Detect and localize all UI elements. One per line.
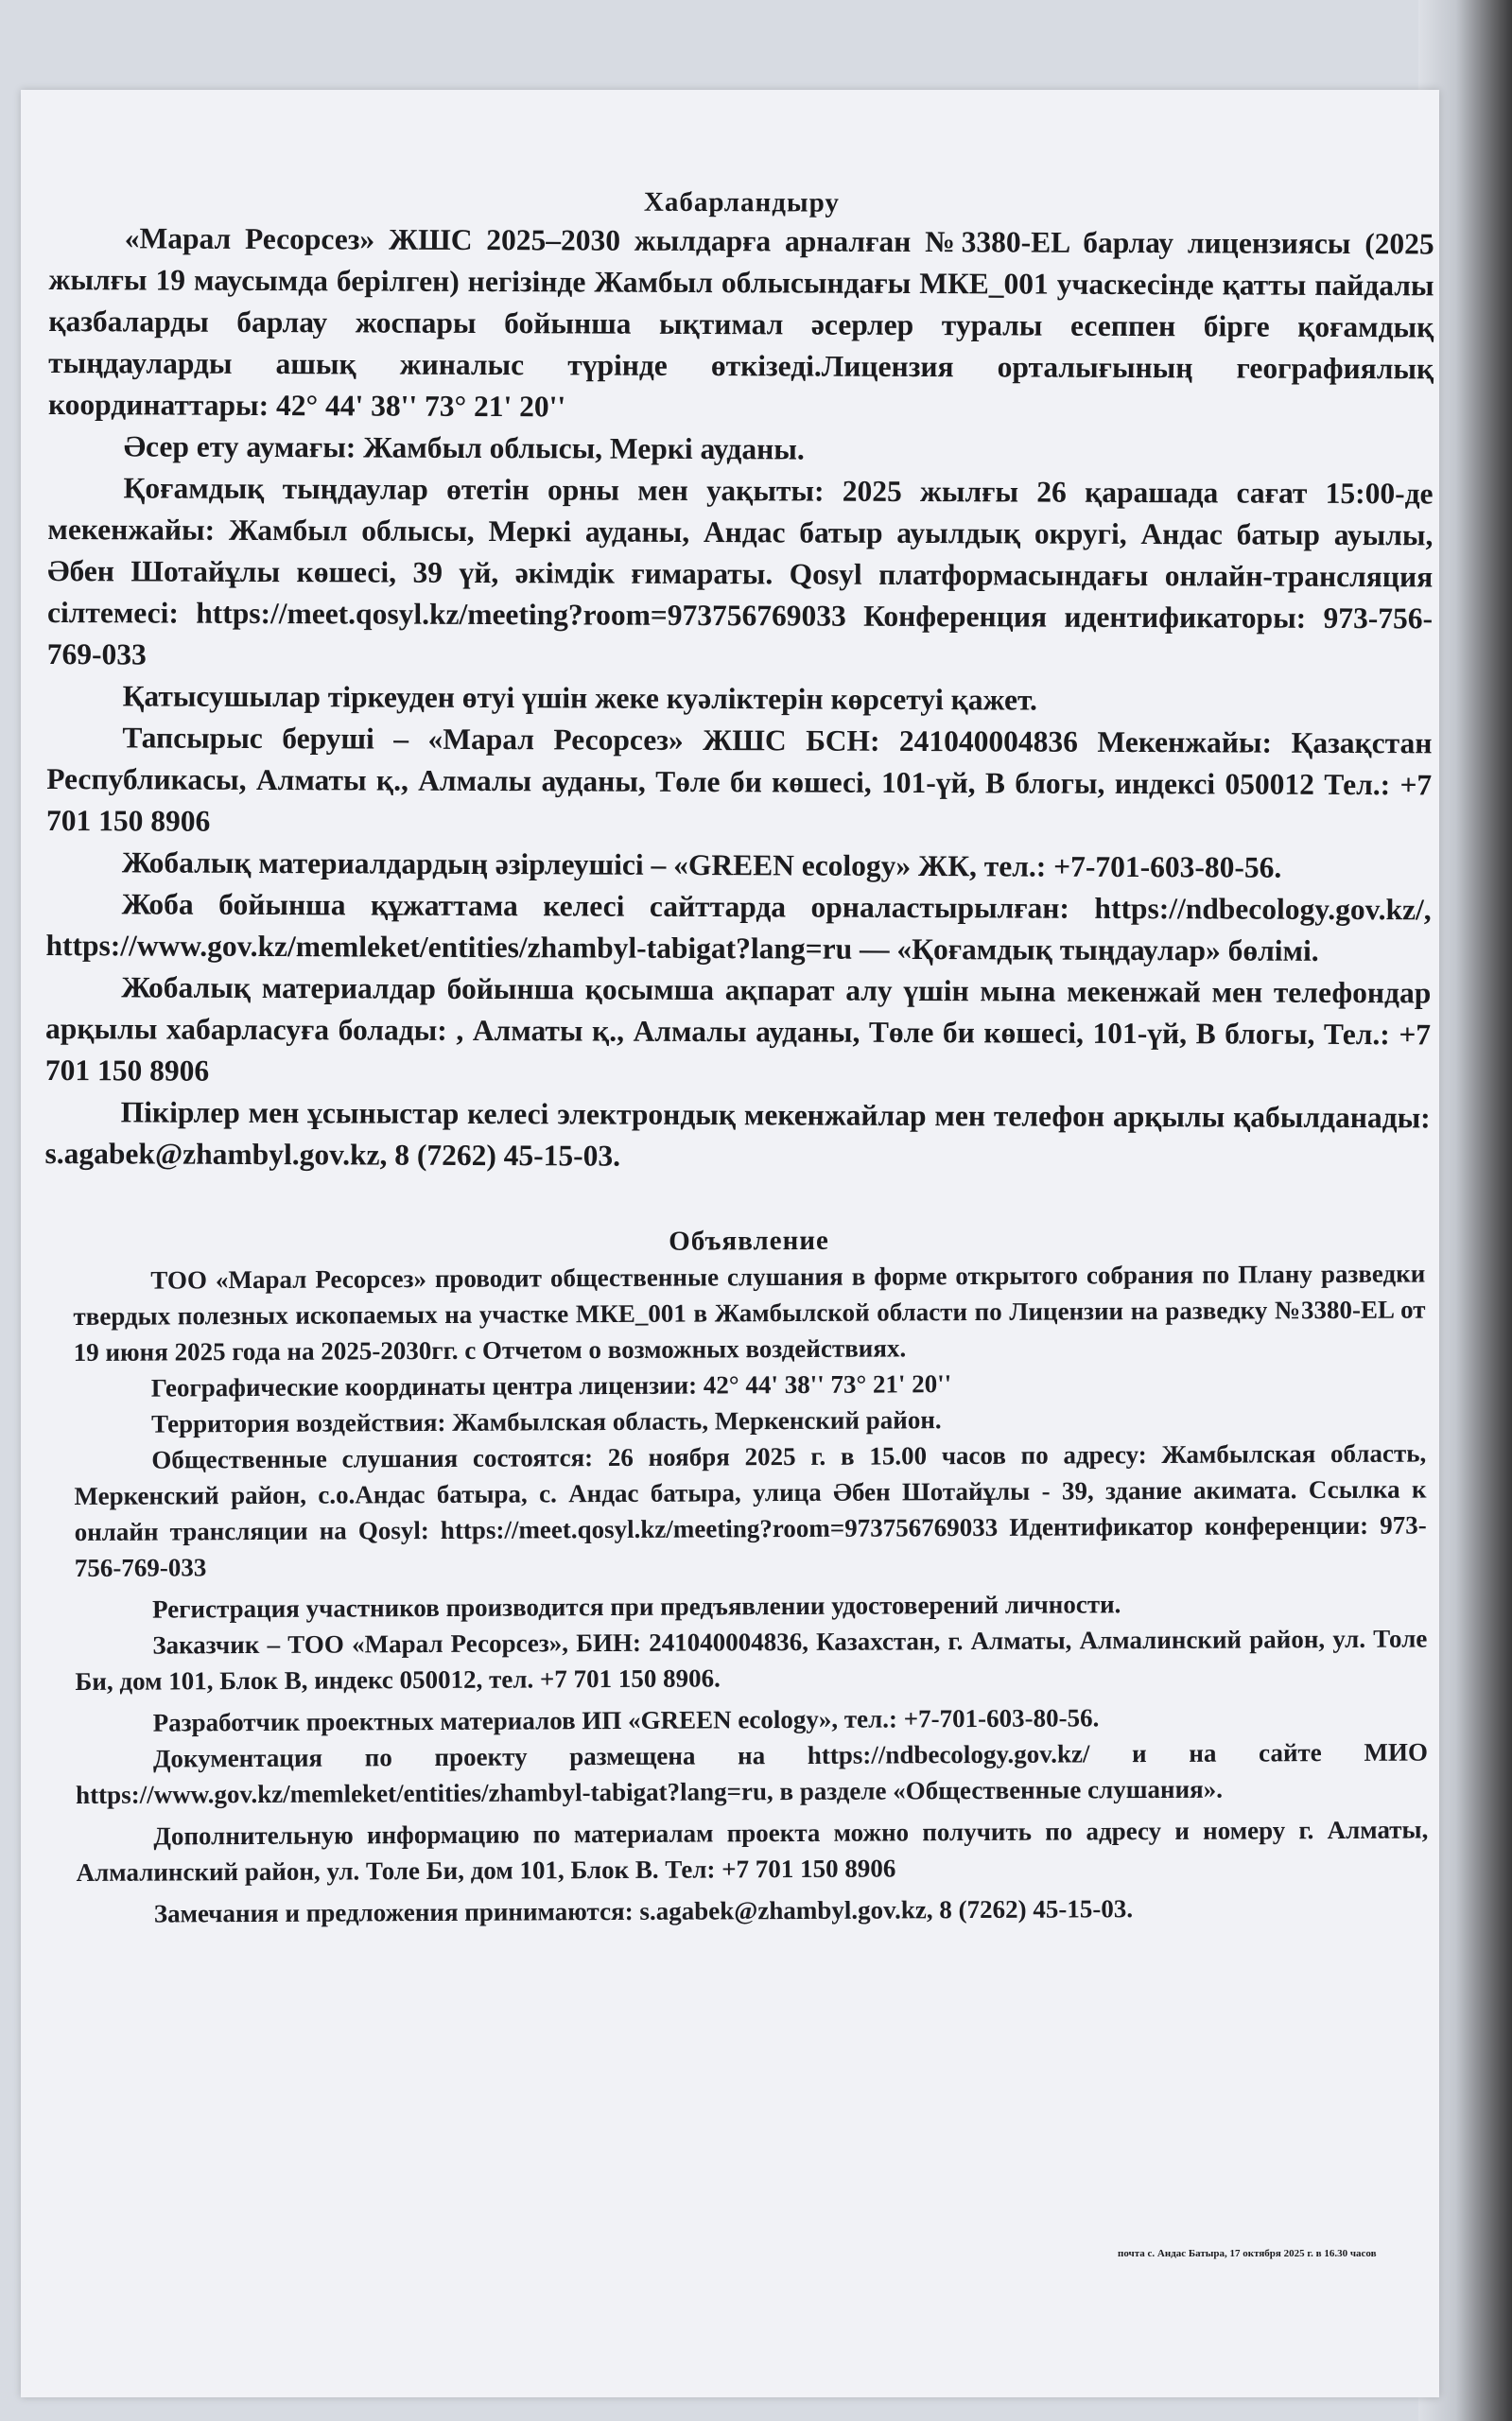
kz-paragraph-venue-time: Қоғамдық тыңдаулар өтетін орны мен уақыты: 2025 жылғы 26 қарашада сағат 15:00-де мекенжайы: Жамбыл облысы, Меркі ауданы, Андас батыр ауылдық округі, Андас батыр ауылы, Әбен Шотайұлы көшесі, 39 үй, әкімдік ғимараты. Qosyl платформасындағы онлайн-трансляция сілтемесі: https://meet.qosyl.kz/meeting?room=973756769033 Конференция идентификаторы: 973-756-769-033 — [46, 471, 1434, 671]
kz-paragraph-impact-area: Әсер ету аумағы: Жамбыл облысы, Меркі ауданы. — [123, 429, 805, 466]
kazakh-announcement — [44, 184, 1434, 1180]
ru-paragraph-additional-info: Дополнительную информацию по материалам проекта можно получить по адресу и номеру г. Алматы, Алмалинский район, ул. Толе Би, дом 101, Блок В. Тел: +7 701 150 8906 — [76, 1815, 1429, 1887]
russian-title: Объявление — [669, 1225, 829, 1257]
ru-paragraph-comments: Замечания и предложения принимаются: s.agabek@zhambyl.gov.kz, 8 (7262) 45-15-03. — [153, 1894, 1134, 1928]
ru-paragraph-customer: Заказчик – ТОО «Марал Ресорсез», БИН: 241040004836, Казахстан, г. Алматы, Алмалинский район, ул. Толе Би, дом 101, Блок В, индекс 050012, тел. +7 701 150 8906. — [75, 1624, 1428, 1696]
kz-paragraph-comments: Пікірлер мен ұсыныстар келесі электрондық мекенжайлар мен телефон арқылы қабылданады: s.agabek@zhambyl.gov.kz, 8 (7262) 45-15-03. — [44, 1095, 1431, 1173]
ru-paragraph-developer: Разработчик проектных материалов ИП «GREEN ecology», тел.: +7-701-603-80-56. — [152, 1703, 1100, 1737]
ru-paragraph-venue-time: Общественные слушания состоятся: 26 ноября 2025 г. в 15.00 часов по адресу: Жамбылская область, Меркенский район, с.о.Андас батыра, с. Андас батыра, улица Әбен Шотайұлы - 39, здание акимата. Ссылка к онлайн трансляции на Qosyl: https://meet.qosyl.kz/meeting?room=973756769033 Идентификатор конференции: 973-756-769-033 — [74, 1438, 1427, 1582]
kz-paragraph-documentation: Жоба бойынша құжаттама келесі сайттарда орналастырылған: https://ndbecology.gov.kz/, https://www.gov.kz/memleket/entities/zhambyl-tabigat?lang=ru — «Қоғамдық тыңдаулар» бөлімі. — [45, 887, 1432, 967]
notice-content — [44, 184, 1449, 1932]
kz-paragraph-developer: Жобалық материалдардың әзірлеушісі – «GREEN ecology» ЖК, тел.: +7-701-603-80-56. — [121, 845, 1282, 884]
kazakh-title: Хабарландыру — [643, 186, 840, 218]
kz-paragraph-intro: «Марал Ресорсез» ЖШС 2025–2030 жылдарға арналған №3380-EL барлау лицензиясы (2025 жылғы 19 маусымда берілген) негізінде Жамбыл облысындағы МКЕ_001 учаскесінде қатты пайдалы қазбаларды барлау жоспары бойынша ықтимал әсерлер туралы есеппен бірге қоғамдық тыңдауларды ашық жиналыс түрінде өткізеді.Лицензия орталығының географиялық координаттары: 42° 44' 38'' 73° 21' 20'' — [47, 221, 1434, 424]
kz-paragraph-additional-info: Жобалық материалдар бойынша қосымша ақпарат алу үшін мына мекенжай мен телефондар арқылы хабарласуға болады: , Алматы қ., Алмалы ауданы, Төле би көшесі, 101-үй, В блогы, Тел.: +7 701 150 8906 — [44, 970, 1432, 1088]
ru-paragraph-coordinates: Географические координаты центра лицензии: 42° 44' 38'' 73° 21' 20'' — [150, 1369, 952, 1402]
ru-paragraph-documentation: Документация по проекту размещена на https://ndbecology.gov.kz/ и на сайте МИО https://www.gov.kz/memleket/entities/zhambyl-tabigat?lang=ru, в разделе «Общественные слушания». — [76, 1737, 1428, 1809]
ru-paragraph-impact-area: Территория воздействия: Жамбылская область, Меркенский район. — [150, 1405, 942, 1438]
kz-paragraph-customer: Тапсырыс беруші – «Марал Ресорсез» ЖШС БСН: 241040004836 Мекенжайы: Қазақстан Республикасы, Алматы қ., Алмалы ауданы, Төле би көшесі, 101-үй, В блогы, индексі 050012 Тел.: +7 701 150 8906 — [45, 721, 1433, 838]
ru-paragraph-intro: ТОО «Марал Ресорсез» проводит общественные слушания в форме открытого собрания по Плану разведки твердых полезных ископаемых на участке МКЕ_001 в Жамбылской области по Лицензии на разведку №3380-EL от 19 июня 2025 года на 2025-2030гг. с Отчетом о возможных воздействиях. — [73, 1259, 1426, 1367]
notice-sheet — [21, 90, 1439, 2397]
kz-paragraph-registration: Қатысушылар тіркеуден өтуі үшін жеке куәліктерін көрсетуі қажет. — [122, 679, 1038, 717]
posting-footnote: почта с. Андас Батыра, 17 октября 2025 г. в 16.30 часов — [1118, 2248, 1377, 2259]
russian-announcement — [73, 1223, 1429, 1932]
ru-paragraph-registration: Регистрация участников производится при предъявлении удостоверений личности. — [152, 1590, 1121, 1624]
